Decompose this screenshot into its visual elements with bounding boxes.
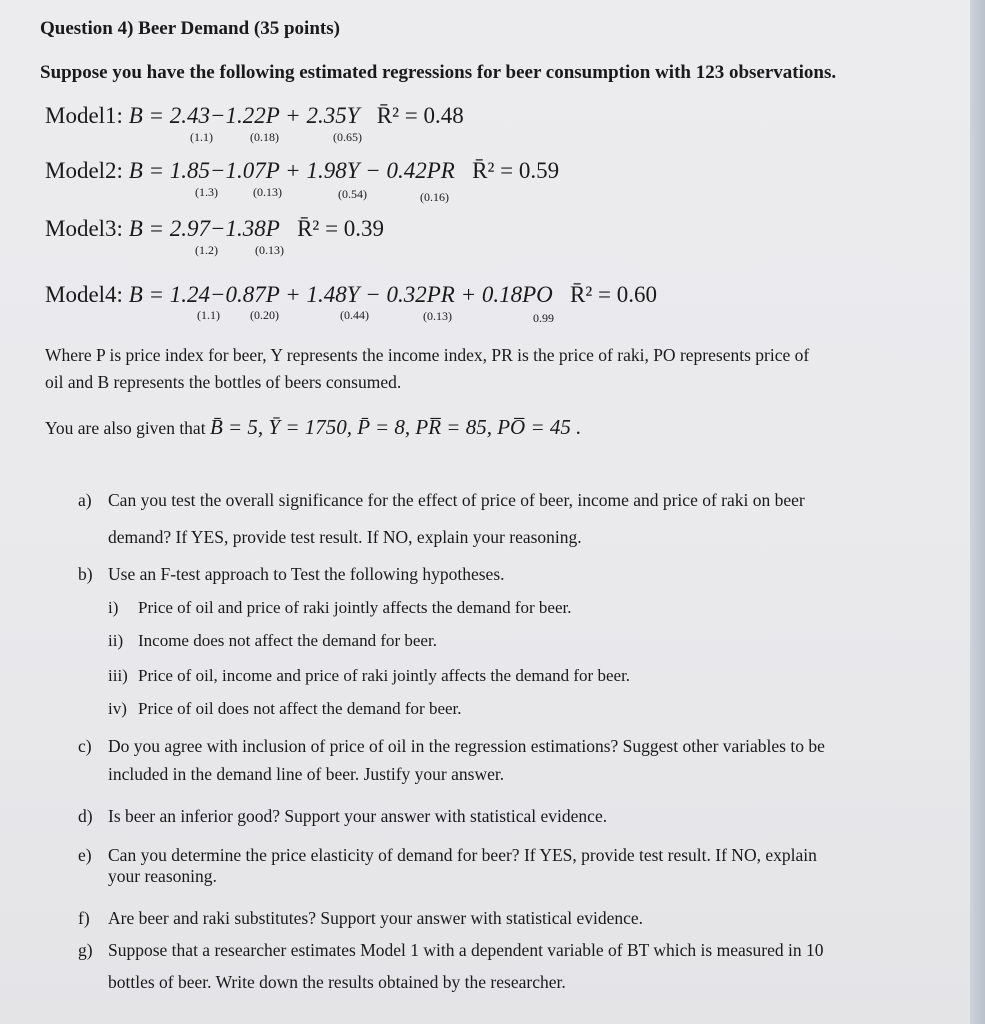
question-c-text-2: included in the demand line of beer. Justify your answer. <box>108 764 505 784</box>
model-4-label: Model4: <box>45 282 123 307</box>
question-d-label: d) <box>78 806 93 826</box>
model-4-se-1: (1.1) <box>197 308 220 322</box>
model-1-r2: R̄² = 0.48 <box>376 103 464 128</box>
given-means <box>45 415 581 440</box>
question-b-iv-text: Price of oil does not affect the demand for beer. <box>138 699 462 718</box>
question-b-iii-text: Price of oil, income and price of raki jointly affects the demand for beer. <box>138 666 631 685</box>
variables-definition-line-2: oil and B represents the bottles of beers consumed. <box>45 372 402 392</box>
question-b-ii <box>108 631 437 651</box>
model-3-equation <box>45 216 384 242</box>
question-g-text-1: Suppose that a researcher estimates Model 1 with a dependent variable of BT which is measured in 10 <box>108 940 824 960</box>
model-4-se-3: (0.44) <box>340 308 369 322</box>
question-b-i-text: Price of oil and price of raki jointly affects the demand for beer. <box>138 598 572 617</box>
question-e <box>78 845 817 866</box>
question-g-text-2: bottles of beer. Write down the results obtained by the researcher. <box>108 972 566 992</box>
question-b <box>78 564 505 585</box>
question-g <box>78 940 824 961</box>
question-b-iii-label: iii) <box>108 666 128 685</box>
question-d <box>78 806 607 827</box>
question-a-text-1: Can you test the overall significance for the effect of price of beer, income and price of raki on beer <box>108 490 805 510</box>
question-b-ii-label: ii) <box>108 631 124 650</box>
model-2-se-3: (0.54) <box>338 187 367 201</box>
model-1-formula: B = 2.43−1.22P + 2.35Y <box>128 103 360 128</box>
question-b-iv <box>108 699 462 719</box>
model-4-r2: R̄² = 0.60 <box>570 282 658 307</box>
question-d-text: Is beer an inferior good? Support your answer with statistical evidence. <box>108 806 608 826</box>
model-3-se-2: (0.13) <box>255 243 284 257</box>
question-f-label: f) <box>78 908 90 928</box>
question-e-text-2: your reasoning. <box>108 866 217 886</box>
model-2-se-4: (0.16) <box>420 190 449 204</box>
model-2-se-1: (1.3) <box>195 185 218 199</box>
model-1-se-1: (1.1) <box>190 130 213 144</box>
model-2-equation <box>45 158 559 184</box>
question-a <box>78 490 805 511</box>
question-a-text-2: demand? If YES, provide test result. If NO, explain your reasoning. <box>108 527 582 547</box>
question-g-label: g) <box>78 940 93 960</box>
question-title: Question 4) Beer Demand (35 points) <box>40 18 340 39</box>
given-values: B̄ = 5, Ȳ = 1750, P̄ = 8, PR̅ = 85, PO̅ = 45 . <box>209 415 582 439</box>
question-f <box>78 908 643 929</box>
question-a-label: a) <box>78 490 92 510</box>
model-2-label: Model2: <box>45 158 123 183</box>
model-2-formula: B = 1.85−1.07P + 1.98Y − 0.42PR <box>128 158 455 183</box>
question-b-iv-label: iv) <box>108 699 127 718</box>
screen-edge <box>970 0 985 1024</box>
model-1-se-3: (0.65) <box>333 130 362 144</box>
question-c-text-1: Do you agree with inclusion of price of oil in the regression estimations? Suggest other variables to be <box>108 736 825 756</box>
given-prefix: You are also given that <box>45 418 206 438</box>
model-4-equation <box>45 282 657 308</box>
model-4-formula: B = 1.24−0.87P + 1.48Y − 0.32PR + 0.18PO <box>128 282 553 307</box>
model-3-r2: R̄² = 0.39 <box>297 216 385 241</box>
model-4-se-2: (0.20) <box>250 308 279 322</box>
model-3-formula: B = 2.97−1.38P <box>128 216 280 241</box>
question-b-ii-text: Income does not affect the demand for beer. <box>138 631 437 650</box>
question-b-i-label: i) <box>108 598 119 617</box>
model-3-se-1: (1.2) <box>195 243 218 257</box>
question-c <box>78 736 825 757</box>
model-2-r2: R̄² = 0.59 <box>472 158 560 183</box>
question-c-label: c) <box>78 736 92 756</box>
model-1-se-2: (0.18) <box>250 130 279 144</box>
model-2-se-2: (0.13) <box>253 185 282 199</box>
intro-text: Suppose you have the following estimated regressions for beer consumption with 123 observations. <box>40 62 837 83</box>
model-1-equation <box>45 103 464 129</box>
question-b-iii <box>108 666 630 686</box>
model-4-se-4: (0.13) <box>423 309 452 323</box>
question-e-label: e) <box>78 845 92 865</box>
question-e-text-1: Can you determine the price elasticity of demand for beer? If YES, provide test result. If NO, explain <box>108 845 817 865</box>
question-f-text: Are beer and raki substitutes? Support your answer with statistical evidence. <box>108 908 644 928</box>
question-b-i <box>108 598 572 618</box>
question-b-label: b) <box>78 564 93 584</box>
question-b-text: Use an F-test approach to Test the following hypotheses. <box>108 564 505 584</box>
model-3-label: Model3: <box>45 216 123 241</box>
model-4-se-5: 0.99 <box>533 311 554 325</box>
model-1-label: Model1: <box>45 103 123 128</box>
variables-definition-line-1: Where P is price index for beer, Y represents the income index, PR is the price of raki, PO represents price of <box>45 345 810 365</box>
